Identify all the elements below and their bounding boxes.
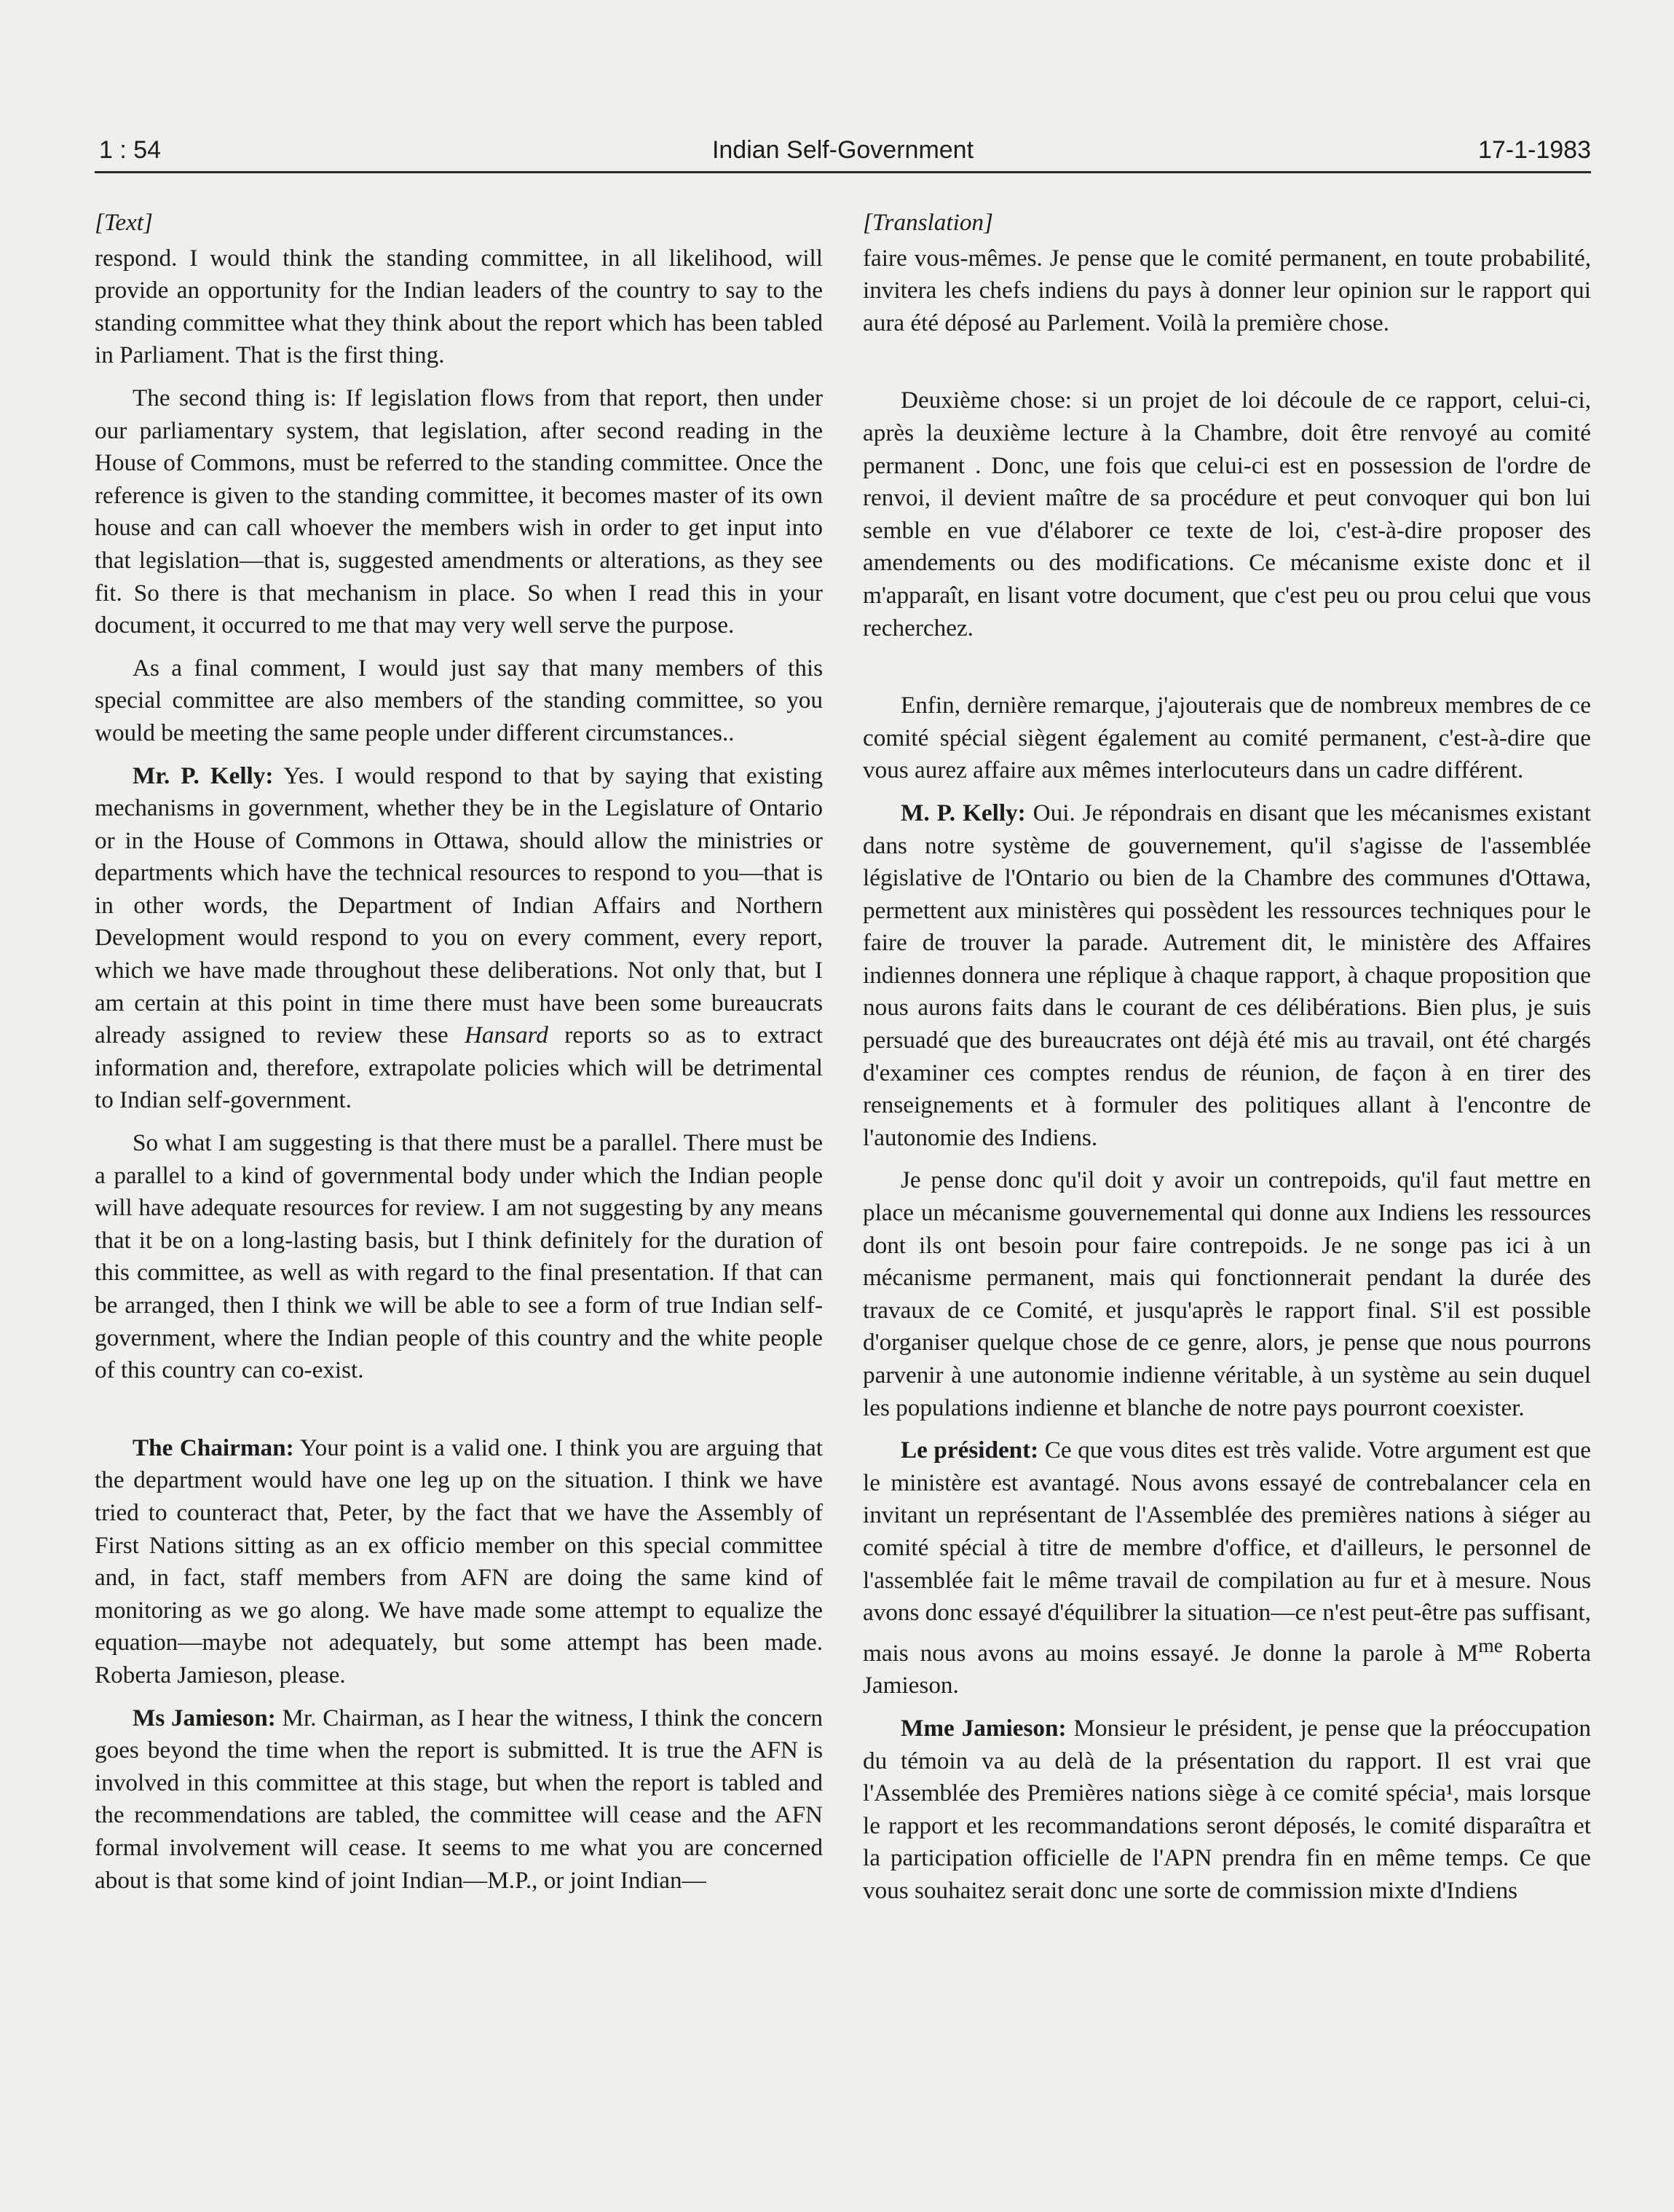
superscript: me — [1478, 1633, 1504, 1656]
speech-paragraph — [95, 1702, 823, 1897]
speech-text: Roberta Jamieson. — [863, 1639, 1591, 1699]
paragraph: respond. I would think the standing committee, in all likelihood, will provide an opportunity for the Indian leaders of the country to say to the standing committee what they think about the report which has been tabled in Parliament. That is the first thing. — [95, 244, 823, 369]
publication-title: Indian Self-Government — [711, 136, 974, 164]
speech-paragraph — [863, 797, 1591, 1155]
paragraph: As a final comment, I would just say that many members of this special committee are also members of the standing committee, so you would be meeting the same people under different circumstances.. — [95, 654, 823, 746]
speaker-name: Mr. P. Kelly: — [133, 762, 274, 789]
speech-paragraph — [863, 1713, 1591, 1908]
running-header — [95, 133, 1591, 173]
translation-label: [Translation] — [863, 209, 993, 236]
paragraph: The second thing is: If legislation flows from that report, then under our parliamentary system, that legislation, after second reading in the House of Commons, must be referred to the standing committee. Once the reference is given to the standing committee, it becomes master of its own house and can call whoever the members wish in order to get input into that legislation—that is, suggested amendments or alterations, as they see fit. So there is that mechanism in place. So when I read this in your document, it occurred to me that may very well serve the purpose. — [95, 384, 823, 639]
speech-paragraph — [95, 760, 823, 1118]
page-number: 1 : 54 — [99, 136, 162, 164]
french-column — [863, 207, 1591, 1918]
speech-paragraph — [95, 1432, 823, 1692]
paragraph: Deuxième chose: si un projet de loi découle de ce rapport, celui-ci, après la deuxième lecture à la Chambre, doit être renvoyé au comité permanent . Donc, une fois que celui-ci est en possession de l'ordre de renvoi, il devient maître de sa procédure et peut convoquer qui bon lui semble en vue d'élaborer ce texte de loi, c'est-à-dire proposer des amendements ou des modifications. Ce mécanisme existe donc et il m'apparaît, en lisant votre document, que c'est peu ou prou celui que vous recherchez. — [863, 387, 1591, 641]
speech-text: Oui. Je répondrais en disant que les mécanismes existant dans notre système de gouvernement, qu'il s'agisse de l'assemblée législative de l'Ontario ou bien de la Chambre des communes d'Ottawa, permettent aux ministères qui possèdent les ressources techniques pour le faire de trouver la parade. Autrement dit, le ministère des Affaires indiennes donnera une réplique à chaque rapport, à chaque proposition que nous aurons faits dans le courant de ces délibérations. Bien plus, je suis persuadé que des bureaucrates ont déjà été mis au travail, ont été chargés d'examiner ces comptes rendus de réunion, de façon à en tirer des renseignements et à formuler des politiques allant à l'encontre de l'autonomie des Indiens. — [863, 799, 1591, 1151]
speech-text: Your point is a valid one. I think you are arguing that the department would have one leg up on the situation. I think we have tried to counteract that, Peter, by the fact that we have the Assembly of First Nations sitting as an ex officio member on this special committee and, in fact, staff members from AFN are doing the same kind of monitoring as we go along. We have made some attempt to equalize the equation—maybe not adequately, but some attempt has been made. Roberta Jamieson, please. — [95, 1434, 823, 1688]
paragraph: Enfin, dernière remarque, j'ajouterais que de nombreux membres de ce comité spécial siègent également au comité permanent, c'est-à-dire que vous aurez affaire aux mêmes interlocuteurs dans un cadre différent. — [863, 692, 1591, 784]
english-column — [95, 207, 823, 1907]
speaker-name: Ms Jamieson: — [133, 1704, 276, 1731]
paragraph: So what I am suggesting is that there must be a parallel. There must be a parallel to a kind of governmental body under which the Indian people will have adequate resources for review. I am not suggesting by any means that it be on a long-lasting basis, but I think definitely for the duration of this committee, as well as with regard to the final presentation. If that can be arranged, then I think we will be able to see a form of true Indian self-government, where the Indian people of this country and the white people of this country can co-exist. — [95, 1129, 823, 1384]
speech-text: Ce que vous dites est très valide. Votre argument est que le ministère est avantagé. Nous avons essayé de contrebalancer cela en invitant un représentant de l'Assemblée des premières nations à siéger au comité spécial à titre de membre d'office, et d'ailleurs, le personnel de l'assemblée fait le même travail de compilation au fur et à mesure. Nous avons donc essayé d'équilibrer la situation—ce n'est peut-être pas suffisant, mais nous avons au moins essayé. Je donne la parole à M — [863, 1437, 1591, 1667]
speech-paragraph — [863, 1434, 1591, 1702]
paragraph: faire vous-mêmes. Je pense que le comité permanent, en toute probabilité, invitera les chefs indiens du pays à donner leur opinion sur le rapport qui aura été déposé au Parlement. Voilà la première chose. — [863, 244, 1591, 336]
speech-text: reports so as to extract information and, therefore, extrapolate policies which will be detrimental to Indian self-government. — [95, 1022, 823, 1114]
paragraph: Je pense donc qu'il doit y avoir un contrepoids, qu'il faut mettre en place un mécanisme gouvernemental qui donne aux Indiens les ressources dont ils ont besoin pour faire contrepoids. Je ne songe pas ici à un mécanisme permanent, mais qui fonctionnerait pendant la durée des travaux de ce Comité, et jusqu'après le rapport final. S'il est possible d'organiser quelque chose de ce genre, alors, je pense que nous pourrons parvenir à une autonomie indienne véritable, à un système au sein duquel les populations indienne et blanche de notre pays pourront coexister. — [863, 1166, 1591, 1421]
speaker-name: Mme Jamieson: — [901, 1715, 1067, 1742]
speaker-name: M. P. Kelly: — [901, 799, 1026, 826]
speaker-name: The Chairman: — [133, 1434, 294, 1461]
header-date: 17-1-1983 — [1477, 136, 1591, 164]
italic-term: Hansard — [464, 1022, 548, 1049]
speech-text: Mr. Chairman, as I hear the witness, I think the concern goes beyond the time when the report is submitted. It is true the AFN is involved in this committee at this stage, but when the report is tabled and the recommendations are tabled, the committee will cease and the AFN formal involvement will cease. It seems to me what you are concerned about is that some kind of joint Indian—M.P., or joint Indian— — [95, 1704, 824, 1894]
speaker-name: Le président: — [901, 1437, 1039, 1464]
speech-text: Monsieur le président, je pense que la préoccupation du témoin va au delà de la présentation du rapport. Il est vrai que l'Assemblée des Premières nations siège à ce comité spécia¹, mais lorsque le rapport et les recommandations seront déposés, le comité disparaîtra et la participation officielle de l'APN prendra fin en même temps. Ce que vous souhaitez serait donc une sorte de commission mixte d'Indiens — [863, 1715, 1591, 1904]
text-label: [Text] — [95, 209, 153, 236]
speech-text: Yes. I would respond to that by saying that existing mechanisms in government, whether they be in the Legislature of Ontario or in the House of Commons in Ottawa, should allow the ministries or departments which have the technical resources to respond to you—that is in other words, the Department of Indian Affairs and Northern Development would respond to you on every comment, every report, which we have made throughout these deliberations. Not only that, but I am certain at this point in time there must have been some bureaucrats already assigned to review these — [95, 762, 823, 1049]
